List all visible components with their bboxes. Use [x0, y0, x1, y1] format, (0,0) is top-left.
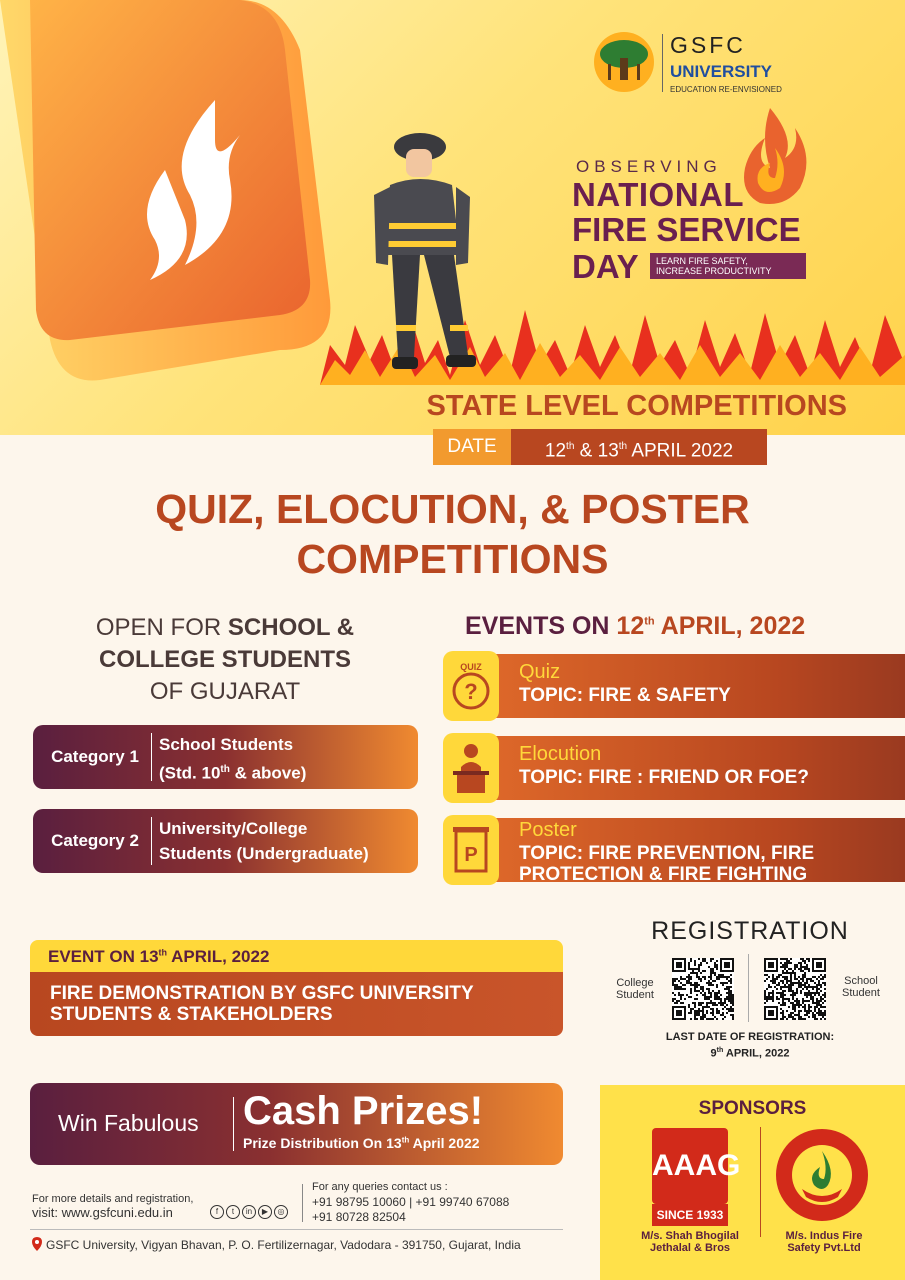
youtube-icon[interactable]: ▶ [258, 1205, 272, 1219]
event-title: Poster [519, 819, 577, 841]
event-13-heading: EVENT ON 13th APRIL, 2022 [30, 940, 563, 972]
orange-flag-graphic [0, 0, 360, 390]
eligibility-text: OPEN FOR SCHOOL & COLLEGE STUDENTS OF GUJARAT [95, 614, 355, 705]
school-student-label: School Student [842, 975, 880, 999]
cash-prize-banner [30, 1083, 563, 1165]
event-elocution [443, 733, 905, 803]
prize-win-text: Win Fabulous [58, 1110, 199, 1136]
college-qr-code[interactable] [672, 958, 734, 1020]
event-quiz [443, 651, 905, 721]
observing-label: OBSERVING [576, 157, 722, 176]
instagram-icon[interactable]: ◎ [274, 1205, 288, 1219]
sponsor-divider [760, 1127, 761, 1237]
sponsors-heading: SPONSORS [698, 1098, 807, 1119]
state-level-heading: STATE LEVEL COMPETITIONS [426, 390, 847, 422]
school-qr-code[interactable] [764, 958, 826, 1020]
registration-heading: REGISTRATION [651, 917, 849, 945]
indus-fire-safety-logo [774, 1127, 870, 1223]
date-box [433, 429, 767, 465]
qr-divider [748, 954, 749, 1022]
date-value: 12th & 13th APRIL 2022 [511, 429, 767, 465]
website-link[interactable]: visit: www.gsfcuni.edu.in [32, 1205, 173, 1220]
svg-text:QUIZ: QUIZ [460, 662, 482, 672]
event-13-description: FIRE DEMONSTRATION BY GSFC UNIVERSITY STUDENTS & STAKEHOLDERS [30, 972, 563, 1036]
headline-line-1: QUIZ, ELOCUTION, & POSTER [155, 486, 750, 532]
event-topic: TOPIC: FIRE & SAFETY [519, 685, 731, 706]
firefighter-illustration [370, 125, 480, 375]
college-student-label: College Student [616, 977, 654, 1001]
sponsor-2-name: M/s. Indus Fire Safety Pvt.Ltd [785, 1230, 863, 1254]
category-description: School Students (Std. 10th & above) [159, 735, 307, 783]
category-2-card [33, 809, 418, 873]
event-title: Elocution [519, 743, 602, 765]
category-label: Category 2 [51, 831, 139, 850]
gsfc-logo[interactable] [592, 30, 792, 100]
logo-divider [662, 34, 663, 92]
logo-university: UNIVERSITY [670, 62, 773, 81]
linkedin-icon[interactable]: in [242, 1205, 256, 1219]
events-12-heading: EVENTS ON 12th APRIL, 2022 [465, 612, 806, 640]
svg-text:?: ? [464, 679, 478, 704]
title-line-3: DAY [572, 248, 639, 285]
address-text: GSFC University, Vigyan Bhavan, P. O. Fertilizernagar, Vadodara - 391750, Gujarat, India [46, 1238, 521, 1252]
last-date-text: LAST DATE OF REGISTRATION: 9th APRIL, 2022 [665, 1031, 835, 1060]
contact-phones-2[interactable]: +91 80728 82504 [312, 1210, 406, 1224]
banyan-tree-icon [592, 30, 656, 94]
event-poster [443, 815, 905, 885]
contact-phones-1[interactable]: +91 98795 10060 | +91 99740 67088 [312, 1195, 510, 1209]
location-pin-icon [32, 1237, 42, 1251]
podium-icon [443, 733, 499, 803]
event-topic: TOPIC: FIRE : FRIEND OR FOE? [519, 767, 809, 788]
category-label: Category 1 [51, 747, 139, 766]
contact-divider [302, 1184, 303, 1222]
quiz-icon [443, 651, 499, 721]
more-details-text: For more details and registration, [32, 1193, 194, 1205]
sponsor-1-name: M/s. Shah Bhogilal Jethalal & Bros [641, 1230, 739, 1254]
svg-text:P: P [464, 844, 478, 866]
category-divider [151, 733, 152, 781]
aaag-since: SINCE 1933 [652, 1204, 728, 1226]
poster-icon [443, 815, 499, 885]
headline-line-2: COMPETITIONS [296, 536, 609, 582]
contact-heading: For any queries contact us : [312, 1181, 448, 1193]
date-label: DATE [433, 429, 511, 465]
category-divider [151, 817, 152, 865]
prize-distribution-text: Prize Distribution On 13th April 2022 [243, 1135, 480, 1151]
main-headline [0, 484, 905, 584]
category-1-card [33, 725, 418, 789]
hero-banner [0, 0, 905, 435]
logo-name: GSFC [670, 32, 746, 58]
flame-icon [740, 108, 810, 208]
sponsors-panel [600, 1085, 905, 1280]
event-topic: TOPIC: FIRE PREVENTION, FIRE PROTECTION & FIRE FIGHTING [519, 843, 815, 885]
twitter-icon[interactable]: t [226, 1205, 240, 1219]
category-description: University/College Students (Undergraduate) [159, 819, 369, 863]
title-line-1: NATIONAL [572, 176, 745, 213]
tagline-line-2: INCREASE PRODUCTIVITY [656, 266, 772, 276]
title-line-2: FIRE SERVICE [572, 211, 801, 248]
event-title: Quiz [519, 661, 561, 683]
tagline-line-1: LEARN FIRE SAFETY, [656, 256, 748, 266]
aaag-logo: AAAG [652, 1128, 728, 1204]
prize-divider [233, 1097, 234, 1151]
footer-divider [30, 1229, 563, 1230]
prize-cash-text: Cash Prizes! [243, 1089, 484, 1133]
facebook-icon[interactable]: f [210, 1205, 224, 1219]
logo-tagline: EDUCATION RE-ENVISIONED [670, 85, 782, 94]
title-tagline [650, 253, 806, 279]
